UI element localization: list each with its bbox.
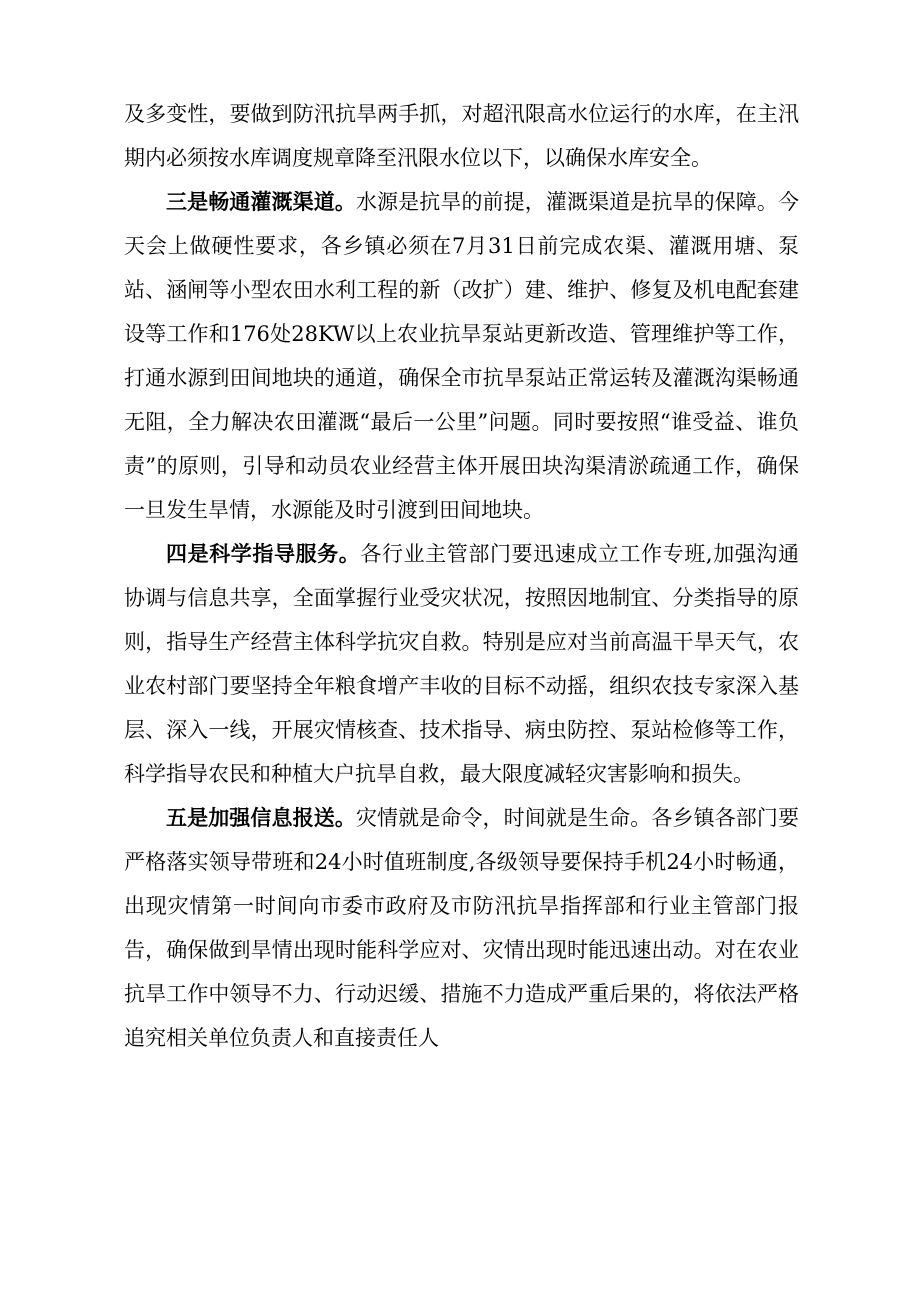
paragraph-text: 及多变性，要做到防汛抗旱两手抓，对超汛限高水位运行的水库，在主汛期内必须按水库调度规章降至汛限水位以下，以确保水库安全。 (124, 102, 799, 170)
paragraph-lead: 五是加强信息报送。 (166, 805, 356, 830)
paragraph-lead: 四是科学指导服务。 (166, 541, 361, 566)
paragraph-continuation (124, 92, 799, 180)
paragraph-text: 灾情就是命令，时间就是生命。各乡镇各部门要严格落实领导带班和24小时值班制度,各级领导要保持手机24小时畅通，出现灾情第一时间向市委市政府及市防汛抗旱指挥部和行业主管部门报告，确保做到旱情出现时能科学应对、灾情出现时能迅速出动。对在农业抗旱工作中领导不力、行动迟缓、措施不力造成严重后果的，将依法严格追究相关单位负责人和直接责任人 (124, 806, 800, 1050)
paragraph-irrigation-channels (124, 180, 799, 532)
document-page (124, 92, 799, 1060)
paragraph-text: 各行业主管部门要迅速成立工作专班,加强沟通协调与信息共享，全面掌握行业受灾状况，按照因地制宜、分类指导的原则，指导生产经营主体科学抗灾自救。特别是应对当前高温干旱天气，农业农村部门要坚持全年粮食增产丰收的目标不动摇，组织农技专家深入基层、深入一线，开展灾情核查、技术指导、病虫防控、泵站检修等工作，科学指导农民和种植大户抗旱自救，最大限度减轻灾害影响和损失。 (124, 542, 799, 786)
paragraph-information-reporting (124, 796, 799, 1060)
paragraph-text: 水源是抗旱的前提，灌溉渠道是抗旱的保障。今天会上做硬性要求，各乡镇必须在7月31日前完成农渠、灌溉用塘、泵站、涵闸等小型农田水利工程的新（改扩）建、维护、修复及机电配套建设等工作和176处28KW以上农业抗旱泵站更新改造、管理维护等工作，打通水源到田间地块的通道，确保全市抗旱泵站正常运转及灌溉沟渠畅通无阻，全力解决农田灌溉“最后一公里”问题。同时要按照“谁受益、谁负责”的原则，引导和动员农业经营主体开展田块沟渠清淤疏通工作，确保一旦发生旱情，水源能及时引渡到田间地块。 (124, 190, 800, 522)
paragraph-scientific-guidance (124, 532, 799, 796)
paragraph-lead: 三是畅通灌溉渠道。 (166, 189, 356, 214)
